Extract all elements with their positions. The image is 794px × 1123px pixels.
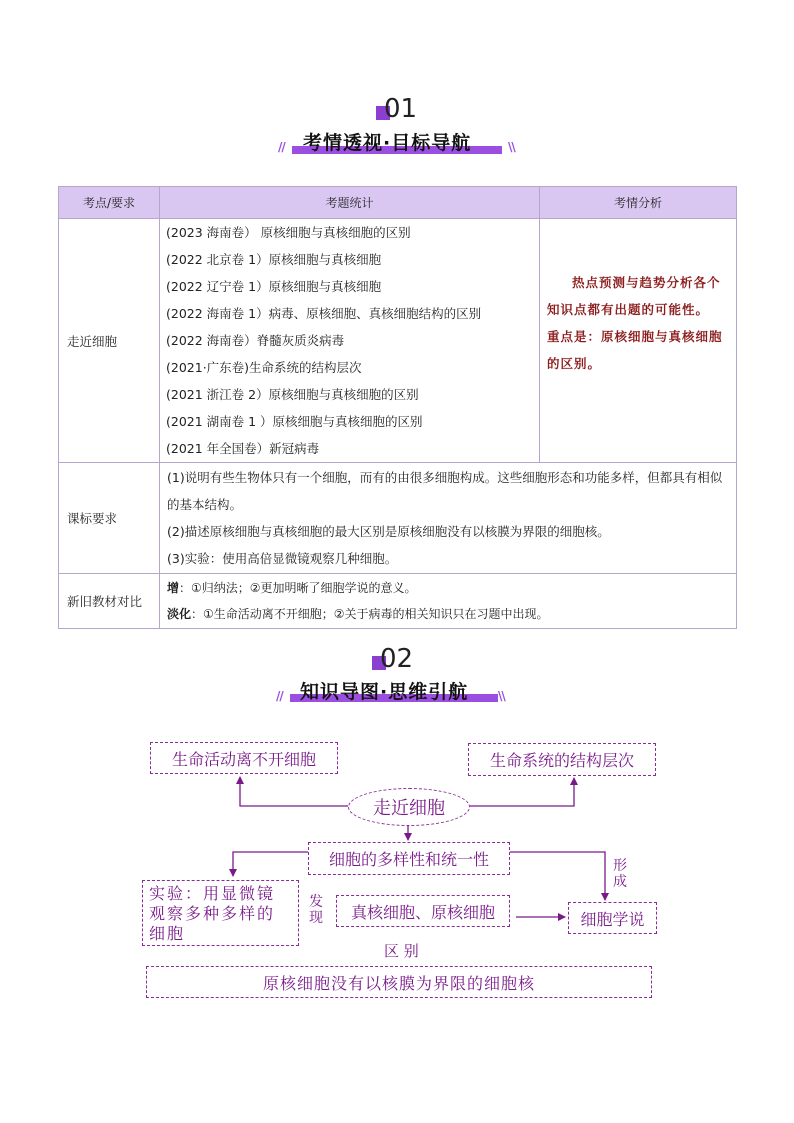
topic-cell: 走近细胞 [59, 219, 160, 463]
node-conclusion: 原核细胞没有以核膜为界限的细胞核 [146, 966, 652, 998]
compare-text: ：①生命活动离不开细胞；②关于病毒的相关知识只在习题中出现。 [191, 607, 549, 621]
node-center: 走近细胞 [348, 788, 470, 826]
section-number: 01 [384, 94, 418, 124]
standard-item: (1)说明有些生物体只有一个细胞，而有的由很多细胞构成。这些细胞形态和功能多样，但都具有相似的基本结构。 [167, 470, 723, 512]
standard-item: (3)实验：使用高倍显微镜观察几种细胞。 [167, 551, 398, 566]
heading-slash-right: \\ [508, 140, 515, 154]
node-diversity-unity: 细胞的多样性和统一性 [308, 842, 510, 875]
node-life-needs-cells: 生命活动离不开细胞 [150, 742, 338, 774]
label-difference: 区 别 [384, 942, 419, 960]
stat-item: (2021·广东卷)生命系统的结构层次 [166, 360, 362, 375]
standard-label: 课标要求 [59, 463, 160, 574]
analysis-text: 热点预测与趋势分析各个知识点都有出题的可能性。 [547, 275, 721, 317]
stat-item: (2021 湖南卷 1 ）原核细胞与真核细胞的区别 [166, 414, 423, 429]
section-number: 02 [380, 644, 414, 674]
stat-item: (2022 北京卷 1）原核细胞与真核细胞 [166, 252, 382, 267]
heading-slash-right: \\ [498, 689, 505, 703]
header-topic: 考点/要求 [59, 187, 160, 219]
heading-slash-left: // [278, 140, 285, 154]
compare-tag: 淡化 [167, 607, 192, 621]
section-title: 考情透视·目标导航 [303, 132, 472, 154]
standard-item: (2)描述原核细胞与真核细胞的最大区别是原核细胞没有以核膜为界限的细胞核。 [167, 524, 610, 539]
stat-item: (2022 海南卷 1）病毒、原核细胞、真核细胞结构的区别 [166, 306, 482, 321]
header-stats: 考题统计 [160, 187, 540, 219]
compare-label: 新旧教材对比 [59, 574, 160, 629]
node-cell-theory: 细胞学说 [568, 902, 657, 934]
compare-text: ：①归纳法；②更加明晰了细胞学说的意义。 [179, 581, 417, 595]
node-life-system-levels: 生命系统的结构层次 [468, 743, 656, 776]
stat-item: (2023 海南卷） 原核细胞与真核细胞的区别 [166, 225, 411, 240]
label-form: 形成 [613, 858, 627, 890]
compare-tag: 增 [167, 581, 180, 595]
stat-item: (2021 年全国卷）新冠病毒 [166, 441, 320, 456]
label-discover: 发现 [309, 894, 323, 926]
stat-item: (2021 浙江卷 2）原核细胞与真核细胞的区别 [166, 387, 419, 402]
node-cell-types: 真核细胞、原核细胞 [336, 895, 510, 927]
node-experiment: 实验：用显微镜观察多种多样的细胞 [142, 880, 299, 946]
stat-item: (2022 海南卷）脊髓灰质炎病毒 [166, 333, 345, 348]
heading-slash-left: // [276, 689, 283, 703]
analysis-key-point: 重点是：原核细胞与真核细胞的区别。 [547, 329, 723, 371]
stat-item: (2022 辽宁卷 1）原核细胞与真核细胞 [166, 279, 382, 294]
section-title: 知识导图·思维引航 [300, 681, 469, 703]
header-analysis: 考情分析 [540, 187, 737, 219]
